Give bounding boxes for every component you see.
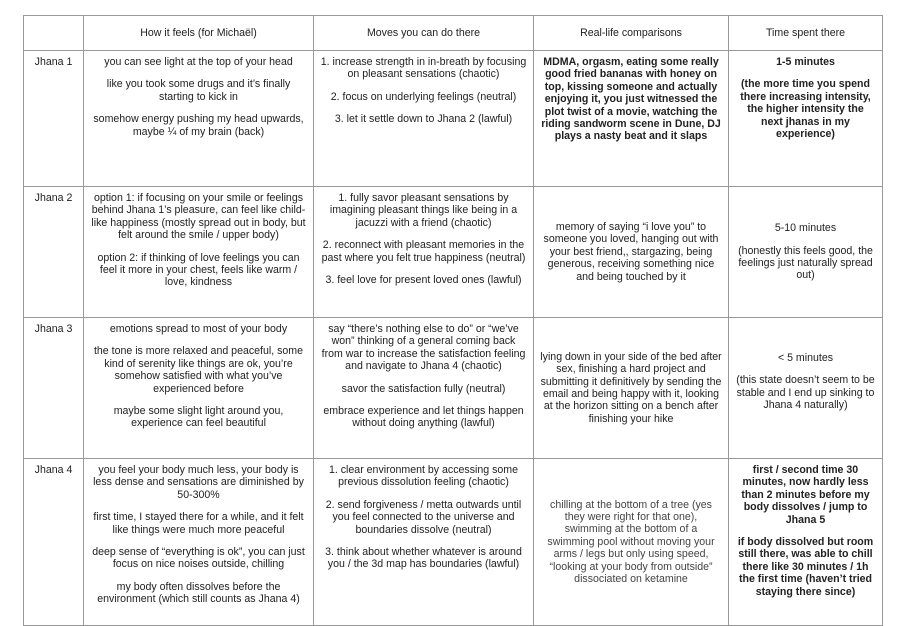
moves-text: savor the satisfaction fully (neutral) bbox=[341, 382, 506, 395]
comparisons-text: memory of saying “i love you” to someone you loved, hanging out with your best friend,, stargazing, being generous, receiving something nice and being touched by it bbox=[543, 220, 719, 283]
feels-cell bbox=[84, 318, 314, 459]
time-cell bbox=[729, 459, 883, 626]
moves-cell bbox=[314, 51, 534, 187]
moves-text: 3. feel love for present loved ones (lawful) bbox=[325, 274, 522, 287]
table-row bbox=[24, 187, 883, 318]
time-cell bbox=[729, 51, 883, 187]
moves-cell bbox=[314, 187, 534, 318]
header-row bbox=[24, 16, 883, 51]
moves-text: 2. reconnect with pleasant memories in the past where you felt true happiness (neutral) bbox=[321, 239, 526, 264]
moves-text: embrace experience and let things happen without doing anything (lawful) bbox=[323, 405, 524, 430]
time-text: < 5 minutes bbox=[777, 352, 834, 364]
feels-text: somehow energy pushing my head upwards, maybe ¼ of my brain (back) bbox=[93, 113, 304, 138]
feels-text: my body often dissolves before the environment (which still counts as Jhana 4) bbox=[97, 580, 300, 606]
header-how-it-feels: How it feels (for Michaël) bbox=[84, 16, 314, 51]
comparisons-cell bbox=[534, 318, 729, 459]
header-comparisons: Real-life comparisons bbox=[534, 16, 729, 51]
comparisons-cell bbox=[534, 187, 729, 318]
comparisons-cell bbox=[534, 51, 729, 187]
moves-text: 1. clear environment by accessing some previous dissolution feeling (chaotic) bbox=[328, 464, 518, 489]
feels-text: maybe some slight light around you, experience can feel beautiful bbox=[113, 405, 284, 430]
time-text: (this state doesn’t seem to be stable and I end up sinking to Jhana 4 naturally) bbox=[736, 374, 875, 412]
feels-cell bbox=[84, 459, 314, 626]
feels-text: deep sense of “everything is ok”, you can just focus on nice noises outside, chilling bbox=[92, 546, 305, 571]
moves-text: say “there’s nothing else to do” or “we’ve won” thinking of a general coming back from war to increase the satisfaction feeling and navigate to Jhana 4 (chaotic) bbox=[321, 323, 526, 373]
comparisons-text: chilling at the bottom of a tree (yes they were right for that one), swimming at the bottom of a swimming pool without moving your arms / legs but only using speed, “looking at your body from outside” dissociated on ketamine bbox=[547, 498, 715, 586]
table-row bbox=[24, 318, 883, 459]
table-row bbox=[24, 459, 883, 626]
moves-text: 3. think about whether whatever is around you / the 3d map has boundaries (lawful) bbox=[325, 546, 522, 571]
time-text: if body dissolved but room still there, was able to chill there like 30 minutes / 1h the first time (haven’t tried staying there since) bbox=[737, 536, 874, 598]
time-text: (the more time you spend there increasing intensity, the higher intensity the next jhanas in my experience) bbox=[740, 78, 871, 141]
jhana-table-container bbox=[23, 15, 883, 626]
time-text: first / second time 30 minutes, now hardly less than 2 minutes before my body dissolves / jump to Jhana 5 bbox=[741, 464, 870, 526]
moves-text: 3. let it settle down to Jhana 2 (lawful) bbox=[334, 113, 513, 126]
feels-cell bbox=[84, 187, 314, 318]
row-label: Jhana 4 bbox=[24, 459, 84, 626]
feels-text: option 1: if focusing on your smile or feelings behind Jhana 1’s pleasure, can feel like child-like happiness (mostly spread out in body, but felt around the smile / upper body) bbox=[91, 192, 306, 242]
comparisons-cell bbox=[534, 459, 729, 626]
comparisons-text: lying down in your side of the bed after sex, finishing a hard project and submitting it definitively by sending the email and being happy with it, looking at the horizon sitting on a bench after finishing your hike bbox=[540, 350, 722, 425]
header-time-spent: Time spent there bbox=[729, 16, 883, 51]
header-corner bbox=[24, 16, 84, 51]
feels-cell bbox=[84, 51, 314, 187]
comparisons-text: MDMA, orgasm, eating some really good fried bananas with honey on top, kissing someone and actually enjoying it, you just witnessed the plot twist of a movie, watching the riding sandworm scene in Dune, DJ plays a nasty beat and it slaps bbox=[541, 56, 721, 143]
table-row bbox=[24, 51, 883, 187]
feels-text: option 2: if thinking of love feelings you can feel it more in your chest, feels like warm / love, kindness bbox=[97, 251, 300, 289]
row-label: Jhana 2 bbox=[24, 187, 84, 318]
feels-text: the tone is more relaxed and peaceful, some kind of serenity like things are ok, you’re somehow satisfied with what you’ve experienced before bbox=[93, 345, 304, 395]
moves-cell bbox=[314, 318, 534, 459]
feels-text: first time, I stayed there for a while, and it felt like things were much more peaceful bbox=[93, 511, 304, 536]
feels-text: emotions spread to most of your body bbox=[109, 323, 288, 335]
moves-text: 2. send forgiveness / metta outwards until you feel connected to the universe and boundaries dissolve (neutral) bbox=[325, 498, 522, 536]
feels-text: like you took some drugs and it’s finally starting to kick in bbox=[106, 78, 291, 103]
time-text: 5-10 minutes bbox=[774, 222, 837, 235]
moves-text: 1. fully savor pleasant sensations by imagining pleasant things like being in a jacuzzi with a friend (chaotic) bbox=[329, 192, 518, 229]
moves-text: 1. increase strength in in-breath by focusing on pleasant sensations (chaotic) bbox=[320, 56, 527, 81]
moves-cell bbox=[314, 459, 534, 626]
feels-text: you feel your body much less, your body is less dense and sensations are diminished by 50-300% bbox=[93, 464, 304, 501]
time-cell bbox=[729, 318, 883, 459]
row-label: Jhana 3 bbox=[24, 318, 84, 459]
header-moves: Moves you can do there bbox=[314, 16, 534, 51]
time-text: (honestly this feels good, the feelings just naturally spread out) bbox=[738, 244, 873, 282]
jhana-table bbox=[23, 15, 883, 626]
time-cell bbox=[729, 187, 883, 318]
time-text: 1-5 minutes bbox=[776, 56, 835, 68]
moves-text: 2. focus on underlying feelings (neutral) bbox=[330, 90, 517, 103]
feels-text: you can see light at the top of your head bbox=[104, 56, 293, 68]
row-label: Jhana 1 bbox=[24, 51, 84, 187]
